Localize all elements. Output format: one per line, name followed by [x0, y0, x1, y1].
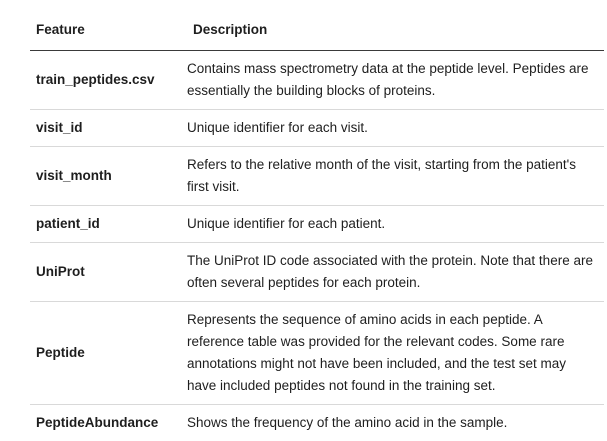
description-cell: Contains mass spectrometry data at the peptide level. Peptides are essentially the building blocks of proteins. — [187, 51, 604, 110]
feature-cell: train_peptides.csv — [30, 51, 187, 110]
table-row — [30, 206, 604, 243]
feature-cell: visit_id — [30, 110, 187, 147]
feature-cell: patient_id — [30, 206, 187, 243]
description-cell: Refers to the relative month of the visit, starting from the patient's first visit. — [187, 147, 604, 206]
table-row — [30, 405, 604, 441]
table-row — [30, 51, 604, 110]
feature-description-table — [30, 13, 604, 441]
table-row — [30, 110, 604, 147]
table-row — [30, 302, 604, 405]
table-header-row — [30, 13, 604, 51]
description-cell: Unique identifier for each patient. — [187, 206, 604, 243]
feature-cell: visit_month — [30, 147, 187, 206]
description-cell: Represents the sequence of amino acids in each peptide. A reference table was provided for the relevant codes. Some rare annotations might not have been included, and the test set may have included peptides not found in the training set. — [187, 302, 604, 405]
column-header-feature: Feature — [30, 13, 187, 51]
description-cell: The UniProt ID code associated with the protein. Note that there are often several peptides for each protein. — [187, 243, 604, 302]
table-row — [30, 243, 604, 302]
feature-cell: Peptide — [30, 302, 187, 405]
table-row — [30, 147, 604, 206]
description-cell: Shows the frequency of the amino acid in the sample. — [187, 405, 604, 441]
description-cell: Unique identifier for each visit. — [187, 110, 604, 147]
column-header-description: Description — [187, 13, 604, 51]
feature-cell: PeptideAbundance — [30, 405, 187, 441]
feature-cell: UniProt — [30, 243, 187, 302]
